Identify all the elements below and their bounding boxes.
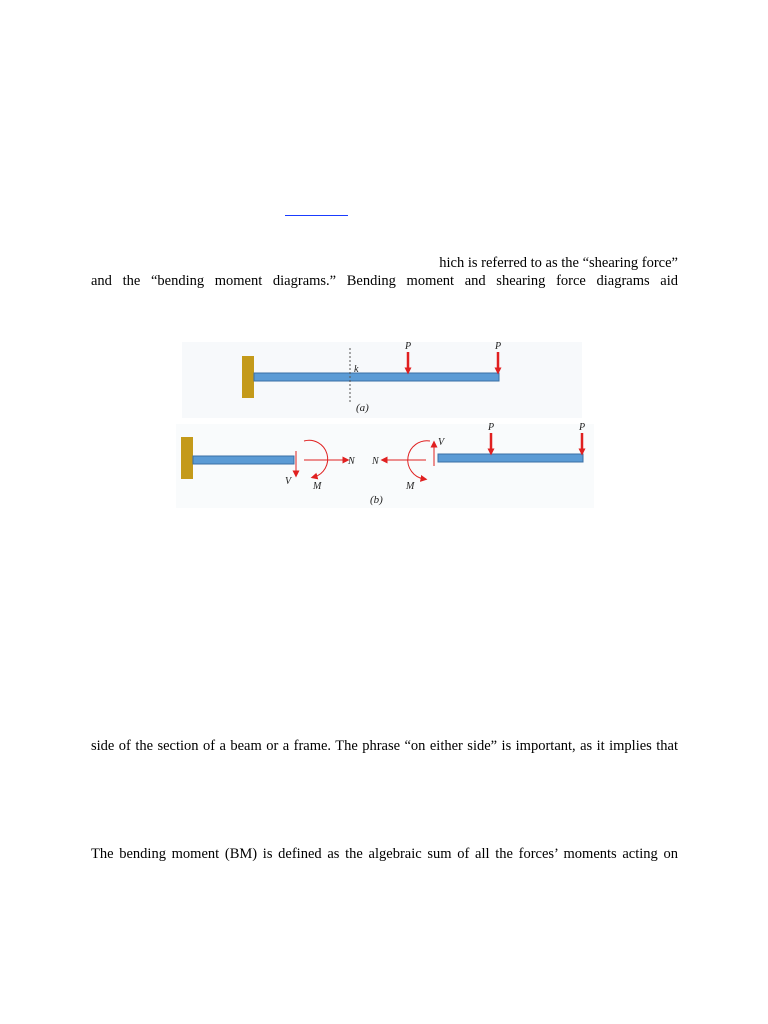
moment-label-left: M (313, 481, 322, 492)
beam-b-right (438, 454, 583, 462)
load-label-a1: P (405, 341, 412, 352)
paragraph-line-shearing: hich is referred to as the “shearing force” (439, 255, 678, 271)
hyperlink-underline[interactable] (285, 215, 348, 216)
support-b (181, 437, 193, 479)
paragraph-line-bm: The bending moment (BM) is defined as the algebraic sum of all the forces’ moments acting on (91, 846, 678, 862)
beam-a (254, 373, 499, 381)
section-label-k: k (354, 364, 359, 375)
shear-label-right: V (438, 437, 445, 448)
beam-figure (176, 338, 594, 510)
moment-label-right: M (406, 481, 415, 492)
caption-a: (a) (356, 402, 369, 414)
load-label-a2: P (495, 341, 502, 352)
axial-label-left: N (348, 456, 355, 467)
support-a (242, 356, 254, 398)
caption-b: (b) (370, 494, 383, 506)
load-label-b2: P (579, 422, 586, 433)
load-label-b1: P (488, 422, 495, 433)
shear-label-left: V (285, 476, 292, 487)
axial-label-right: N (372, 456, 379, 467)
paragraph-line-bending: and the “bending moment diagrams.” Bending moment and shearing force diagrams aid (91, 273, 678, 289)
beam-diagram (176, 338, 594, 510)
figure-background-b (176, 424, 594, 508)
beam-b-left (193, 456, 294, 464)
paragraph-line-side: side of the section of a beam or a frame. The phrase “on either side” is important, as it implies that (91, 738, 678, 754)
